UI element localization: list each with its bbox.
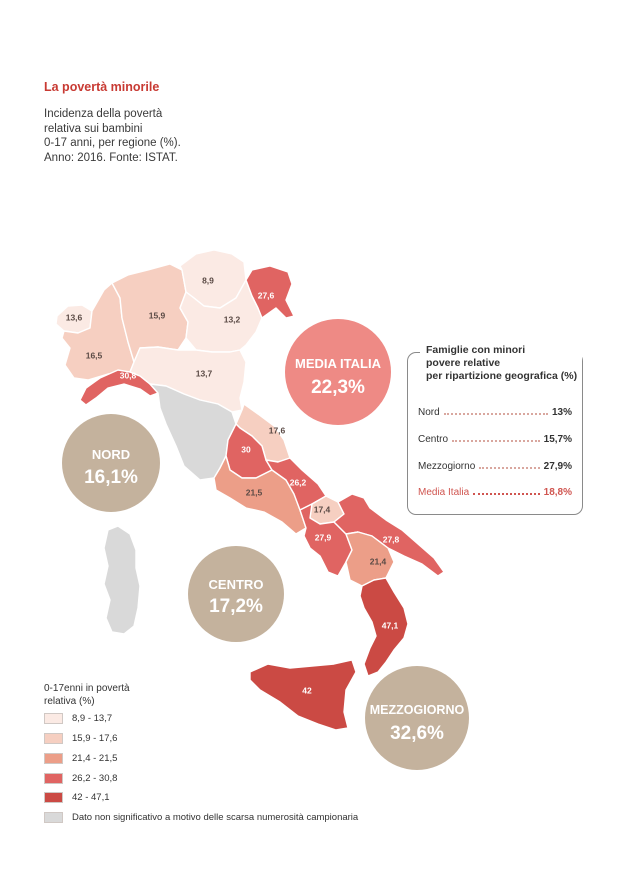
families-panel-title (420, 344, 582, 385)
circle-italia-value: 22,3% (311, 377, 365, 398)
families-row-value: 13% (551, 407, 572, 418)
region-label-abruzzo: 26,2 (289, 477, 307, 488)
circle-mezzogiorno-value: 32,6% (390, 723, 444, 744)
circle-mezzogiorno (365, 666, 469, 770)
families-row-mezzogiorno (418, 461, 572, 472)
families-row-centro (418, 434, 572, 445)
region-label-friuli: 27,6 (257, 290, 275, 301)
subtitle-line: relativa sui bambini (44, 122, 143, 135)
circle-italia-name: MEDIA ITALIA (295, 356, 381, 371)
families-row-media-italia (418, 487, 572, 498)
circle-centro-shape (188, 546, 284, 642)
legend-item (44, 792, 110, 803)
region-label-veneto: 13,2 (223, 314, 241, 325)
circle-italia-shape (285, 319, 391, 425)
region-label-lombardia: 15,9 (148, 310, 166, 321)
families-row-value: 15,7% (543, 434, 572, 445)
families-title-line: povere relative (426, 357, 501, 369)
families-row-dots (479, 467, 539, 469)
families-panel (407, 344, 583, 515)
families-row-dots (452, 440, 540, 442)
legend-swatch (44, 733, 63, 744)
circle-nord-value: 16,1% (84, 467, 138, 488)
families-row-label: Nord (418, 407, 440, 418)
legend-item (44, 773, 117, 784)
region-label-campania: 27,9 (314, 532, 332, 543)
region-sardegna[interactable] (104, 526, 140, 634)
families-row-label: Media Italia (418, 487, 470, 498)
region-label-molise: 17,4 (313, 504, 331, 515)
region-label-sicilia: 42 (302, 685, 312, 696)
families-title-line: Famiglie con minori (426, 344, 526, 356)
region-label-liguria: 30,8 (119, 370, 137, 381)
legend-item (44, 812, 358, 823)
legend-label: 8,9 - 13,7 (72, 713, 113, 724)
legend-item (44, 733, 117, 744)
subtitle-line: 0-17 anni, per regione (%). (44, 137, 181, 149)
region-label-calabria: 47,1 (381, 620, 399, 631)
region-label-umbria: 30 (241, 444, 251, 455)
legend-title-line: relativa (%) (44, 695, 95, 707)
region-label-trentino: 8,9 (202, 275, 214, 286)
families-row-nord (418, 407, 572, 418)
circle-mezzogiorno-name: MEZZOGIORNO (369, 703, 465, 717)
legend-item (44, 713, 112, 724)
legend-title (44, 683, 204, 708)
region-label-lazio: 21,5 (245, 487, 263, 498)
region-label-emilia-romagna: 13,7 (195, 368, 213, 379)
legend-label: 15,9 - 17,6 (72, 733, 118, 744)
circle-mezzogiorno-shape (365, 666, 469, 770)
circle-nord-shape (62, 414, 160, 512)
legend-label: 26,2 - 30,8 (72, 773, 118, 784)
circle-centro-value: 17,2% (209, 596, 263, 617)
region-label-valle-daosta: 13,6 (65, 312, 83, 323)
circle-centro (188, 546, 284, 642)
families-row-label: Centro (418, 434, 449, 445)
families-title-line: per ripartizione geografica (%) (426, 370, 578, 382)
families-row-value: 18,8% (543, 487, 572, 498)
region-label-basilicata: 21,4 (369, 556, 387, 567)
legend-label: 42 - 47,1 (72, 792, 110, 803)
page-title: La povertà minorile (44, 80, 160, 94)
region-label-puglia: 27,8 (382, 534, 400, 545)
legend-title-line: 0-17enni in povertà (44, 683, 130, 694)
circle-centro-name: CENTRO (208, 577, 264, 592)
legend-label: Dato non significativo a motivo delle scarsa numerosità campionaria (72, 812, 359, 823)
legend-label: 21,4 - 21,5 (72, 753, 118, 764)
legend-swatch (44, 753, 63, 764)
circle-nord-name: NORD (91, 447, 131, 462)
circle-nord (62, 414, 160, 512)
region-label-piemonte: 16,5 (85, 350, 103, 361)
subtitle-line: Incidenza della povertà (44, 108, 163, 120)
families-row-value: 27,9% (543, 461, 572, 472)
families-row-dots (444, 413, 548, 415)
families-row-label: Mezzogiorno (418, 461, 476, 472)
legend-swatch (44, 792, 63, 803)
circle-media-italia (285, 319, 391, 425)
subtitle-line: Anno: 2016. Fonte: ISTAT. (44, 151, 178, 164)
legend-item (44, 753, 117, 764)
legend-swatch (44, 812, 63, 823)
families-row-dots (473, 493, 540, 495)
region-label-marche: 17,6 (268, 425, 286, 436)
legend-swatch (44, 713, 63, 724)
legend-swatch (44, 773, 63, 784)
